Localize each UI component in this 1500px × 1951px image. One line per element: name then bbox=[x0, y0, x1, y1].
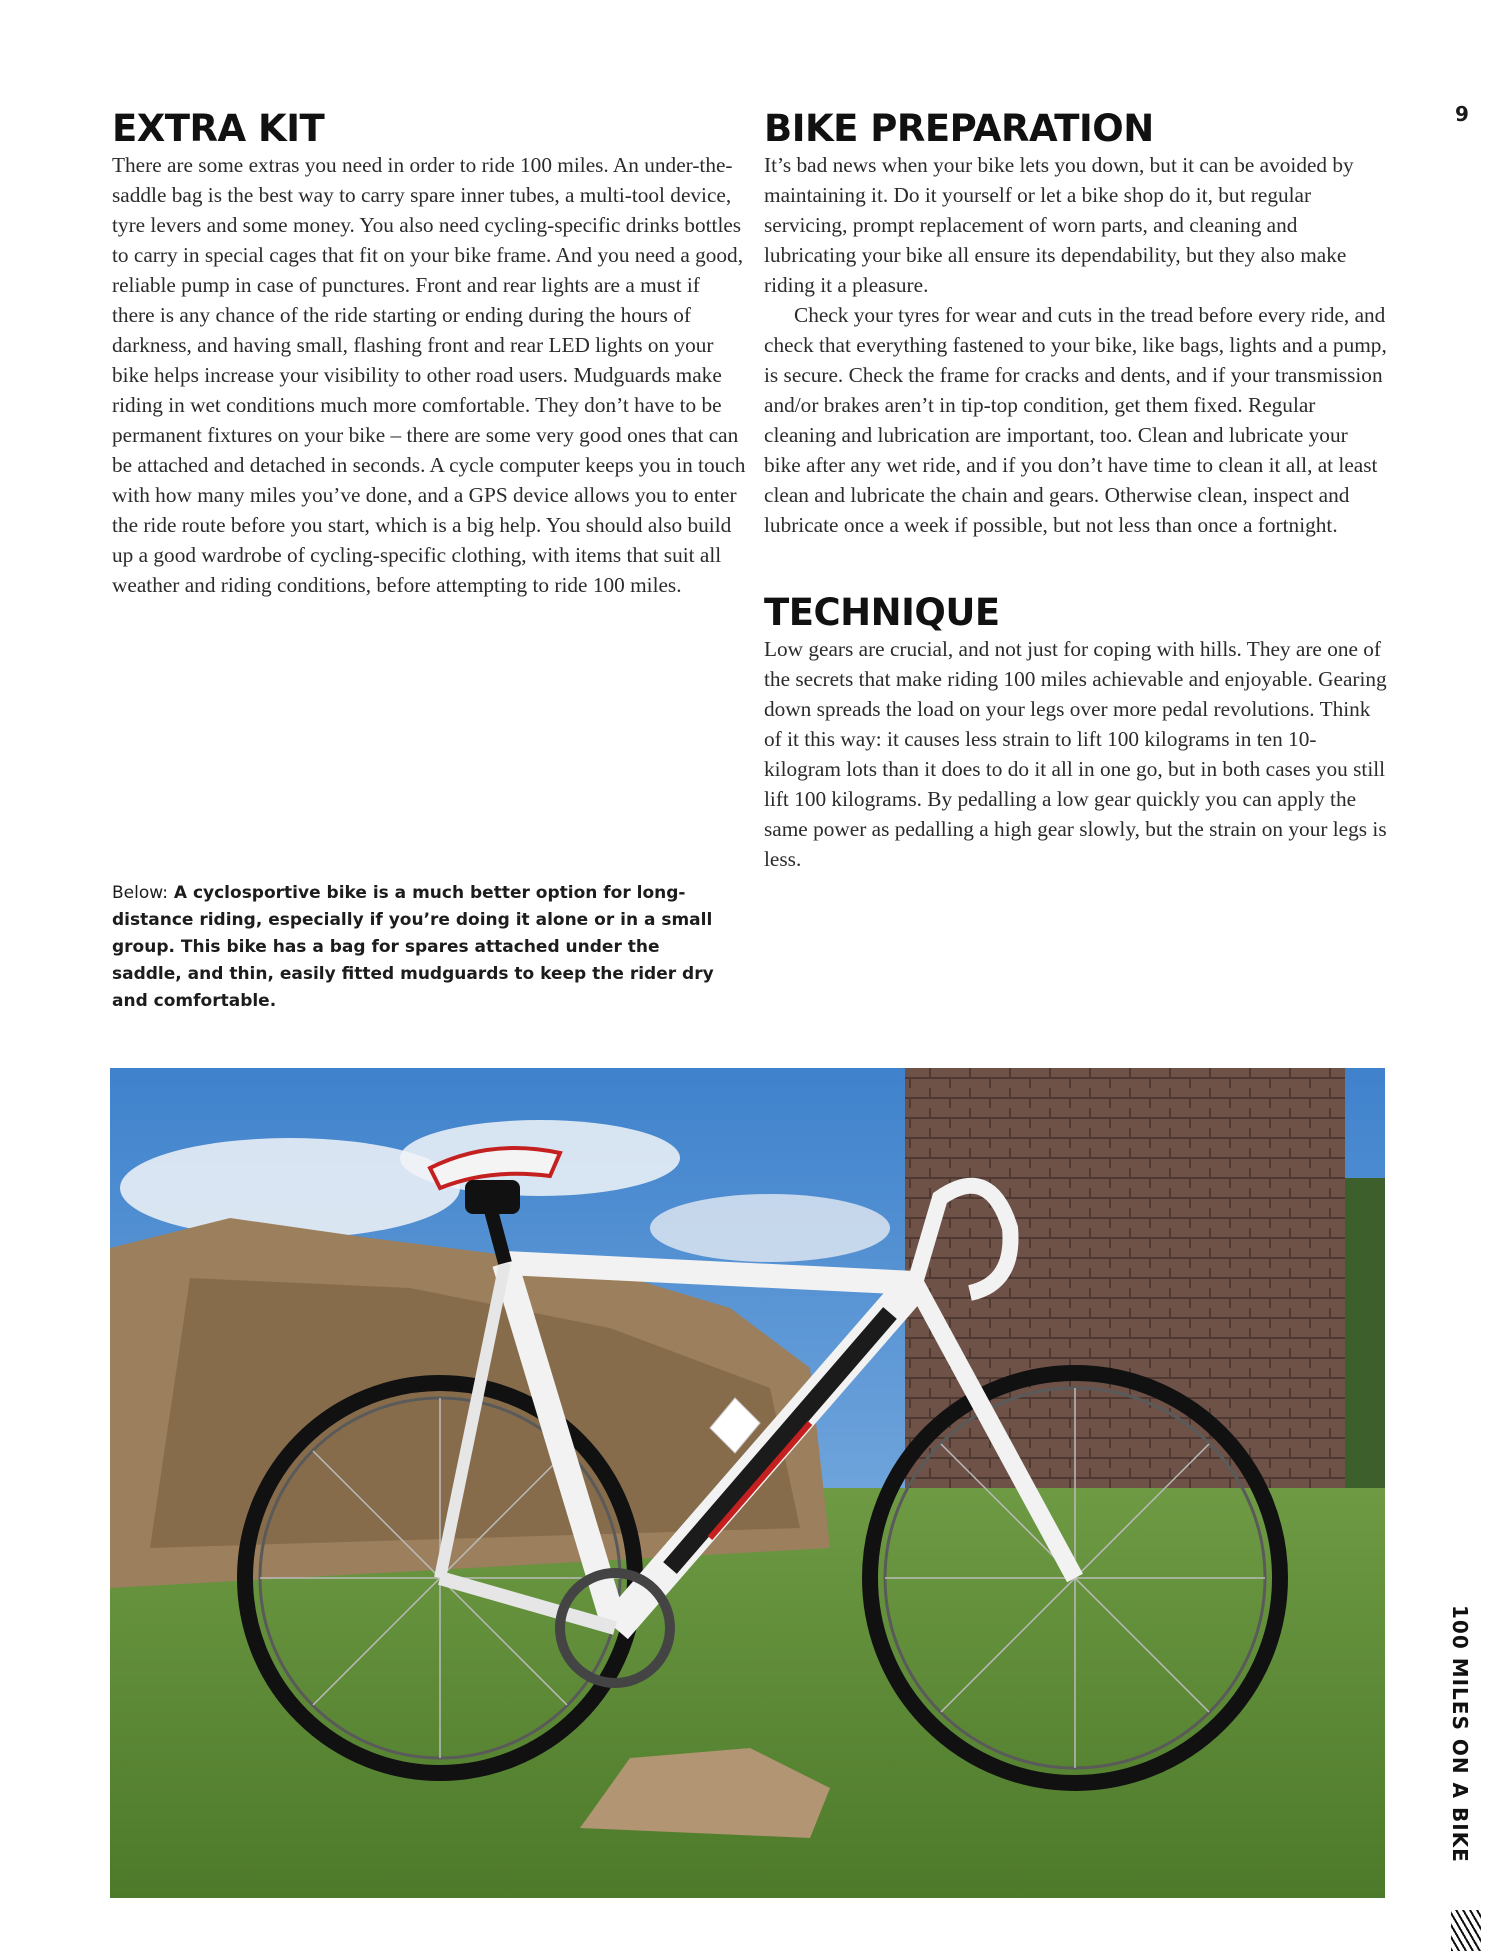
technique-heading: TECHNIQUE bbox=[764, 591, 1000, 634]
running-title: 100 MILES ON A BIKE bbox=[1448, 1605, 1472, 1863]
technique-section bbox=[764, 592, 1389, 874]
bike-preparation-section bbox=[764, 108, 1389, 540]
bike-preparation-paragraph-2: Check your tyres for wear and cuts in the tread before every ride, and check that everything fastened to your bike, like bags, lights and a pump, is secure. Check the frame for cracks and dents, and if your transmission and/or brakes aren’t in tip-top condition, get them fixed. Regular cleaning and lubrication are important, too. Clean and lubricate your bike after any wet ride, and if you don’t have time to clean it all, at least clean and lubricate the chain and gears. Otherwise clean, inspect and lubricate once a week if possible, but not less than once a fortnight. bbox=[764, 303, 1387, 537]
cloud bbox=[650, 1194, 890, 1262]
extra-kit-heading: EXTRA KIT bbox=[112, 107, 325, 150]
tree bbox=[1345, 1178, 1385, 1538]
bike-photo-illustration bbox=[110, 1068, 1385, 1898]
hatch-pattern-icon bbox=[1451, 1910, 1481, 1951]
caption-text: A cyclosportive bike is a much better option for long-distance riding, especially if you’re doing it alone or in a small group. This bike has a bag for spares attached under the saddle, and thin, easily fitted mudguards to keep the rider dry and comfortable. bbox=[112, 883, 714, 1011]
bike-preparation-heading: BIKE PREPARATION bbox=[764, 107, 1154, 150]
saddle-bag bbox=[465, 1180, 520, 1214]
caption-label: Below: bbox=[112, 883, 168, 903]
bike-preparation-paragraph-1: It’s bad news when your bike lets you down, but it can be avoided by maintaining it. Do it yourself or let a bike shop do it, but regular servicing, prompt replacement of worn parts, and cleaning and lubricating your bike all ensure its dependability, but they also make riding it a pleasure. bbox=[764, 153, 1354, 297]
extra-kit-body: There are some extras you need in order to ride 100 miles. An under-the-saddle bag is the best way to carry spare inner tubes, a multi-tool device, tyre levers and some money. You also need cycling-specific drinks bottles to carry in special cages that fit on your bike frame. And you need a good, reliable pump in case of punctures. Front and rear lights are a must if there is any chance of the ride starting or ending during the hours of darkness, and having small, flashing front and rear LED lights on your bike helps increase your visibility to other road users. Mudguards make riding in wet conditions much more comfortable. They don’t have to be permanent fixtures on your bike – there are some very good ones that can be attached and detached in seconds. A cycle computer keeps you in touch with how many miles you’ve done, and a GPS device allows you to enter the ride route before you start, which is a big help. You should also build up a good wardrobe of cycling-specific clothing, with items that suit all weather and riding conditions, before attempting to ride 100 miles. bbox=[112, 153, 746, 597]
extra-kit-section bbox=[112, 108, 747, 600]
bike-photo bbox=[110, 1068, 1385, 1898]
page-number: 9 bbox=[1455, 102, 1469, 126]
photo-caption bbox=[112, 880, 732, 1015]
technique-body: Low gears are crucial, and not just for coping with hills. They are one of the secrets that make riding 100 miles achievable and enjoyable. Gearing down spreads the load on your legs over more pedal revolutions. Think of it this way: it causes less strain to lift 100 kilograms in ten 10-kilogram lots than it does to do it all in one go, but in both cases you still lift 100 kilograms. By pedalling a low gear quickly you can apply the same power as pedalling a high gear slowly, but the strain on your legs is less. bbox=[764, 637, 1387, 871]
right-column bbox=[764, 108, 1389, 874]
